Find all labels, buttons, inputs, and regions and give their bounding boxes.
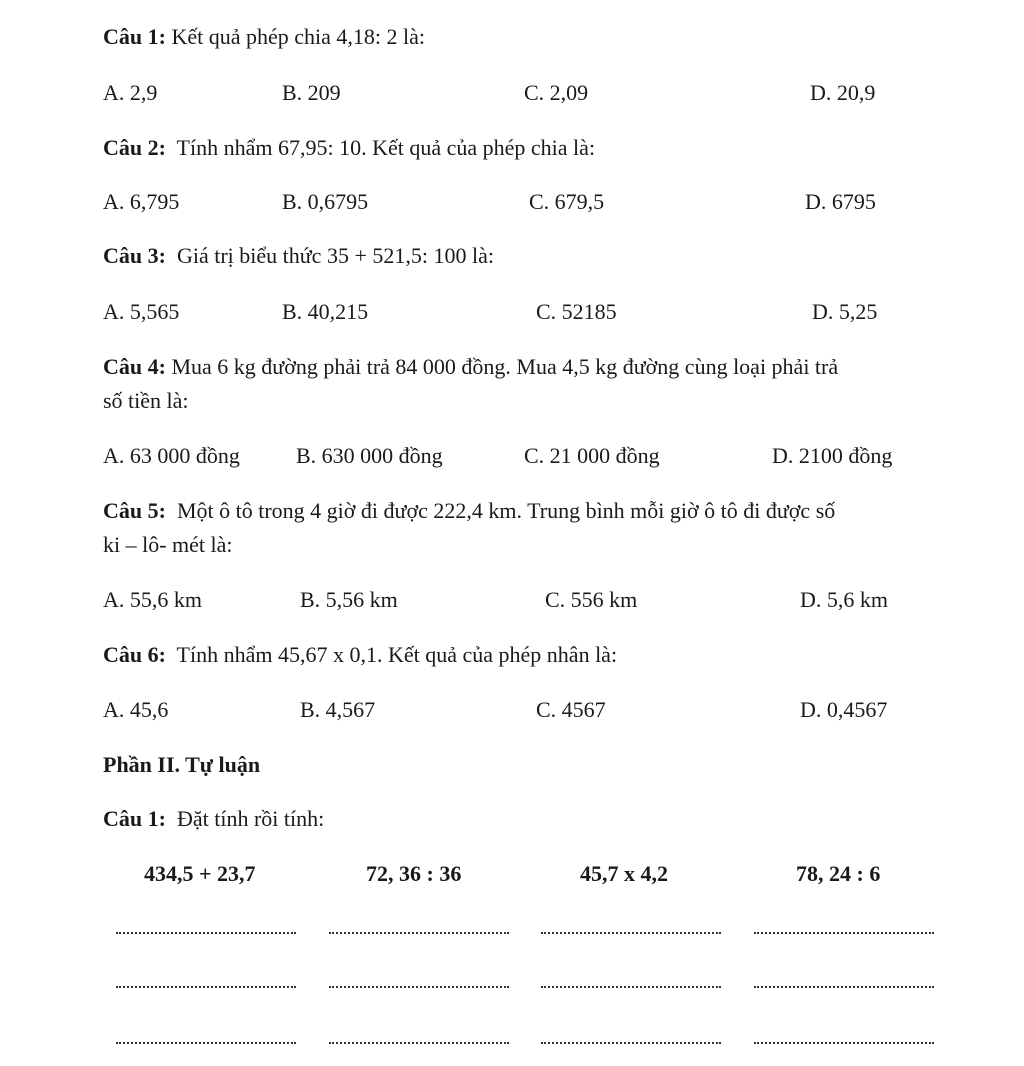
question-text: Tính nhẩm 45,67 x 0,1. Kết quả của phép nhân là: — [165, 642, 618, 667]
question-text: Mua 6 kg đường phải trả 84 000 đồng. Mua 4,5 kg đường cùng loại phải trả — [165, 354, 839, 379]
option-a: A. 5,565 — [103, 299, 180, 324]
answer-line — [754, 1038, 934, 1044]
question-3 — [103, 243, 494, 269]
answer-line — [754, 928, 934, 934]
option-d: D. 0,4567 — [800, 697, 888, 722]
option-c: C. 2,09 — [524, 80, 589, 105]
expression-1: 434,5 + 23,7 — [144, 861, 256, 886]
question-6 — [103, 642, 617, 668]
question-label: Câu 1: — [103, 24, 166, 49]
question-label: Câu 4: — [103, 354, 166, 379]
option-c: C. 52185 — [536, 299, 617, 324]
answer-line — [541, 982, 721, 988]
option-d: D. 20,9 — [810, 80, 876, 105]
option-b: B. 5,56 km — [300, 587, 398, 612]
question-text-continued: ki – lô- mét là: — [103, 532, 233, 557]
cropped-text-remnant — [0, 0, 1024, 6]
option-d: D. 5,25 — [812, 299, 878, 324]
option-b: B. 40,215 — [282, 299, 369, 324]
option-a: A. 2,9 — [103, 80, 158, 105]
option-c: C. 21 000 đồng — [524, 443, 660, 468]
option-a: A. 45,6 — [103, 697, 169, 722]
option-a: A. 55,6 km — [103, 587, 202, 612]
question-text: Kết quả phép chia 4,18: 2 là: — [165, 24, 425, 49]
question-1 — [103, 24, 425, 50]
question-text: Đặt tính rồi tính: — [165, 806, 325, 831]
question-label: Câu 1: — [103, 806, 166, 831]
question-text-continued: số tiền là: — [103, 388, 189, 413]
answer-line — [116, 1038, 296, 1044]
option-d: D. 6795 — [805, 189, 876, 214]
section-title: Phần II. Tự luận — [103, 752, 261, 777]
question-5 — [103, 498, 835, 524]
option-d: D. 5,6 km — [800, 587, 888, 612]
question-label: Câu 6: — [103, 642, 166, 667]
answer-line — [541, 1038, 721, 1044]
expression-4: 78, 24 : 6 — [796, 861, 881, 886]
question-4 — [103, 354, 838, 380]
question-text: Một ô tô trong 4 giờ đi được 222,4 km. Trung bình mỗi giờ ô tô đi được số — [165, 498, 836, 523]
answer-line — [329, 928, 509, 934]
answer-line — [754, 982, 934, 988]
answer-line — [329, 982, 509, 988]
question-label: Câu 3: — [103, 243, 166, 268]
option-b: B. 0,6795 — [282, 189, 369, 214]
question-label: Câu 2: — [103, 135, 166, 160]
question-text: Tính nhẩm 67,95: 10. Kết quả của phép chia là: — [165, 135, 596, 160]
answer-line — [541, 928, 721, 934]
option-c: C. 679,5 — [529, 189, 605, 214]
answer-line — [116, 982, 296, 988]
answer-line — [116, 928, 296, 934]
option-a: A. 63 000 đồng — [103, 443, 240, 468]
question-label: Câu 5: — [103, 498, 166, 523]
essay-question-1 — [103, 806, 324, 832]
option-a: A. 6,795 — [103, 189, 180, 214]
question-text: Giá trị biểu thức 35 + 521,5: 100 là: — [165, 243, 494, 268]
option-b: B. 209 — [282, 80, 341, 105]
question-2 — [103, 135, 595, 161]
option-c: C. 556 km — [545, 587, 638, 612]
expression-2: 72, 36 : 36 — [366, 861, 462, 886]
option-b: B. 4,567 — [300, 697, 376, 722]
option-b: B. 630 000 đồng — [296, 443, 443, 468]
option-d: D. 2100 đồng — [772, 443, 893, 468]
option-c: C. 4567 — [536, 697, 606, 722]
answer-line — [329, 1038, 509, 1044]
expression-3: 45,7 x 4,2 — [580, 861, 668, 886]
